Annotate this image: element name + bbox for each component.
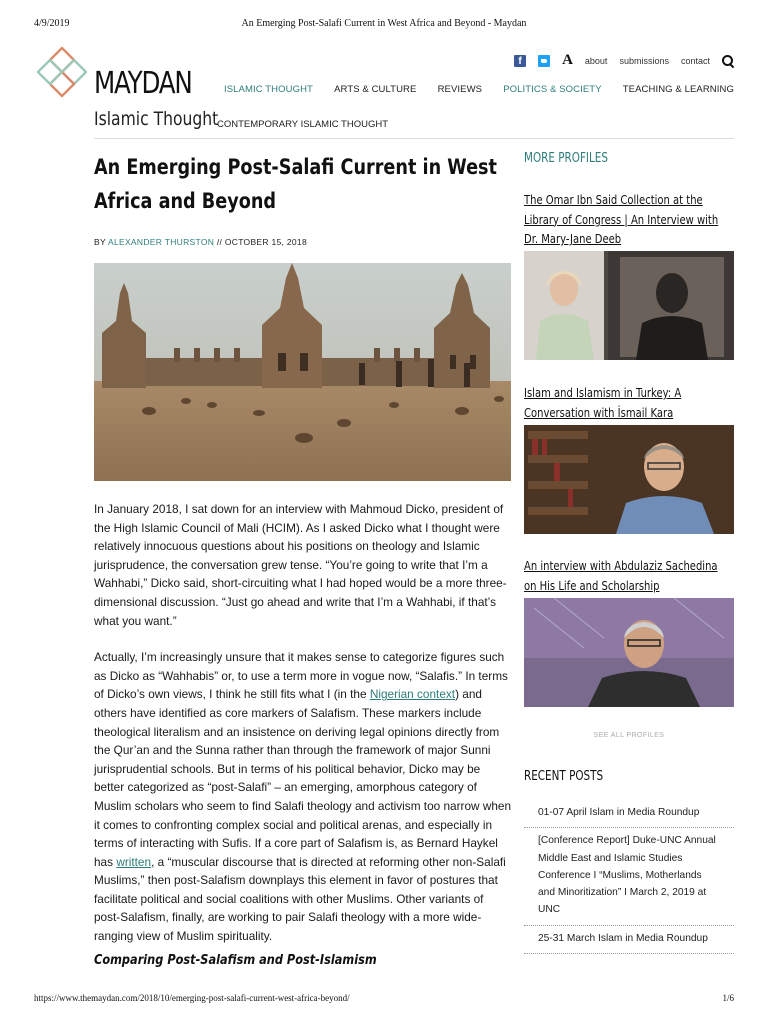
main-nav (224, 84, 734, 95)
search-icon[interactable] (722, 55, 734, 67)
section-title: Islamic Thought (94, 108, 219, 130)
print-title: An Emerging Post-Salafi Current in West Africa and Beyond - Maydan (241, 18, 527, 29)
maydan-logo-icon[interactable] (34, 44, 90, 100)
section-subtitle[interactable]: CONTEMPORARY ISLAMIC THOUGHT (217, 119, 389, 130)
profile-title-2[interactable]: Islam and Islamism in Turkey: A Conversation with İsmail Kara (524, 385, 682, 420)
nav-item-islamic-thought[interactable]: ISLAMIC THOUGHT (224, 84, 313, 95)
profile-image-2[interactable] (524, 425, 734, 534)
written-link[interactable]: written (116, 854, 152, 869)
recent-posts-list (524, 800, 734, 954)
hero-image-mosque (94, 263, 511, 481)
article-date: OCTOBER 15, 2018 (224, 237, 307, 247)
top-links (514, 52, 734, 69)
submissions-link[interactable]: submissions (619, 55, 669, 66)
article-body (94, 500, 512, 964)
byline (94, 237, 307, 247)
profile-title-3[interactable]: An interview with Abdulaziz Sachedina on His Life and Scholarship (524, 558, 718, 593)
more-profiles-heading: MORE PROFILES (524, 151, 608, 166)
recent-post-2[interactable]: [Conference Report] Duke-UNC Annual Middle East and Islamic Studies Conference I “Muslims, Motherlands and Minoritization” I March 2, 2019 at UNC (524, 828, 734, 925)
byline-separator: // (216, 237, 223, 247)
a-icon[interactable]: A (562, 52, 573, 68)
recent-post-3[interactable]: 25-31 March Islam in Media Roundup (524, 926, 734, 954)
paragraph-2-text-b: ) and others have identified as core markers of Salafism. These markers include theological literalism and an insistence on deriving legal opinions directly from the Qur’an and the Sunna rather than through the framework of major Sunni jurisprudential schools. But in terms of his political behavior, Dicko may be better categorized as “post-Salafi” – an emerging, amorphous category of Muslim scholars who seem to find Salafi theology and activism too narrow when it comes to confronting complex social and political arenas, and especially in terms of interacting with Sufis. If a core part of Salafism is, as Bernard Haykel has (94, 687, 512, 869)
paragraph-2 (94, 648, 512, 946)
nav-item-teaching-learning[interactable]: TEACHING & LEARNING (622, 84, 734, 95)
profile-title-1[interactable]: The Omar Ibn Said Collection at the Library of Congress | An Interview with Dr. Mary-Jane Deeb (524, 192, 719, 246)
print-date: 4/9/2019 (34, 18, 70, 29)
nav-item-politics-society[interactable]: POLITICS & SOCIETY (503, 84, 602, 95)
paragraph-2-text-a: Actually, I’m increasingly unsure that it makes sense to categorize figures such as Dicko as “Wahhabis” or, to use a term more in vogue now, “Salafis.” In terms of Dicko’s own views, I think he still fits what I (in the (94, 650, 508, 702)
article-subheading: Comparing Post-Salafism and Post-Islamism (94, 952, 377, 968)
recent-post-1[interactable]: 01-07 April Islam in Media Roundup (524, 800, 734, 828)
profile-image-1[interactable] (524, 251, 734, 360)
contact-link[interactable]: contact (680, 55, 710, 66)
byline-by: BY (94, 237, 106, 247)
nav-item-arts-culture[interactable]: ARTS & CULTURE (334, 84, 417, 95)
facebook-icon[interactable]: f (514, 55, 526, 67)
nigerian-context-link[interactable]: Nigerian context (369, 687, 456, 702)
twitter-icon[interactable] (538, 55, 550, 67)
see-all-profiles-link[interactable]: SEE ALL PROFILES (593, 732, 665, 739)
profile-image-3[interactable] (524, 598, 734, 707)
print-page-number: 1/6 (722, 993, 734, 1003)
recent-posts-heading: RECENT POSTS (524, 769, 604, 784)
nav-item-reviews[interactable]: REVIEWS (437, 84, 483, 95)
paragraph-1: In January 2018, I sat down for an interview with Mahmoud Dicko, president of the High Islamic Council of Mali (HCIM). As I asked Dicko what I thought were relatively innocuous questions about his positions on theology and Islamic jurisprudence, the conversation grew tense. “You’re going to write that I’m a Wahhabi,” Dicko said, short-circuiting what I had hoped would be a more three-dimensional discussion. “Just go ahead and write that I’m a Wahhabi, if that’s what you want.” (94, 502, 507, 628)
about-link[interactable]: about (584, 55, 608, 66)
author-link[interactable]: ALEXANDER THURSTON (108, 237, 215, 247)
article-title: An Emerging Post-Salafi Current in West Africa and Beyond (94, 155, 497, 213)
site-name[interactable]: MAYDAN (94, 66, 192, 101)
header-divider (94, 138, 734, 139)
paragraph-2-text-c: , a “muscular discourse that is directed at reforming other non-Salafi Muslims,” then post-Salafism downplays this element in favor of postures that facilitate political and social coalitions with other Muslims. Other variants of post-Salafism, finally, are working to pair Salafi theology with a more wide-ranging view of Muslim spirituality. (94, 854, 506, 944)
print-url: https://www.themaydan.com/2018/10/emerging-post-salafi-current-west-africa-beyond/ (34, 993, 350, 1003)
